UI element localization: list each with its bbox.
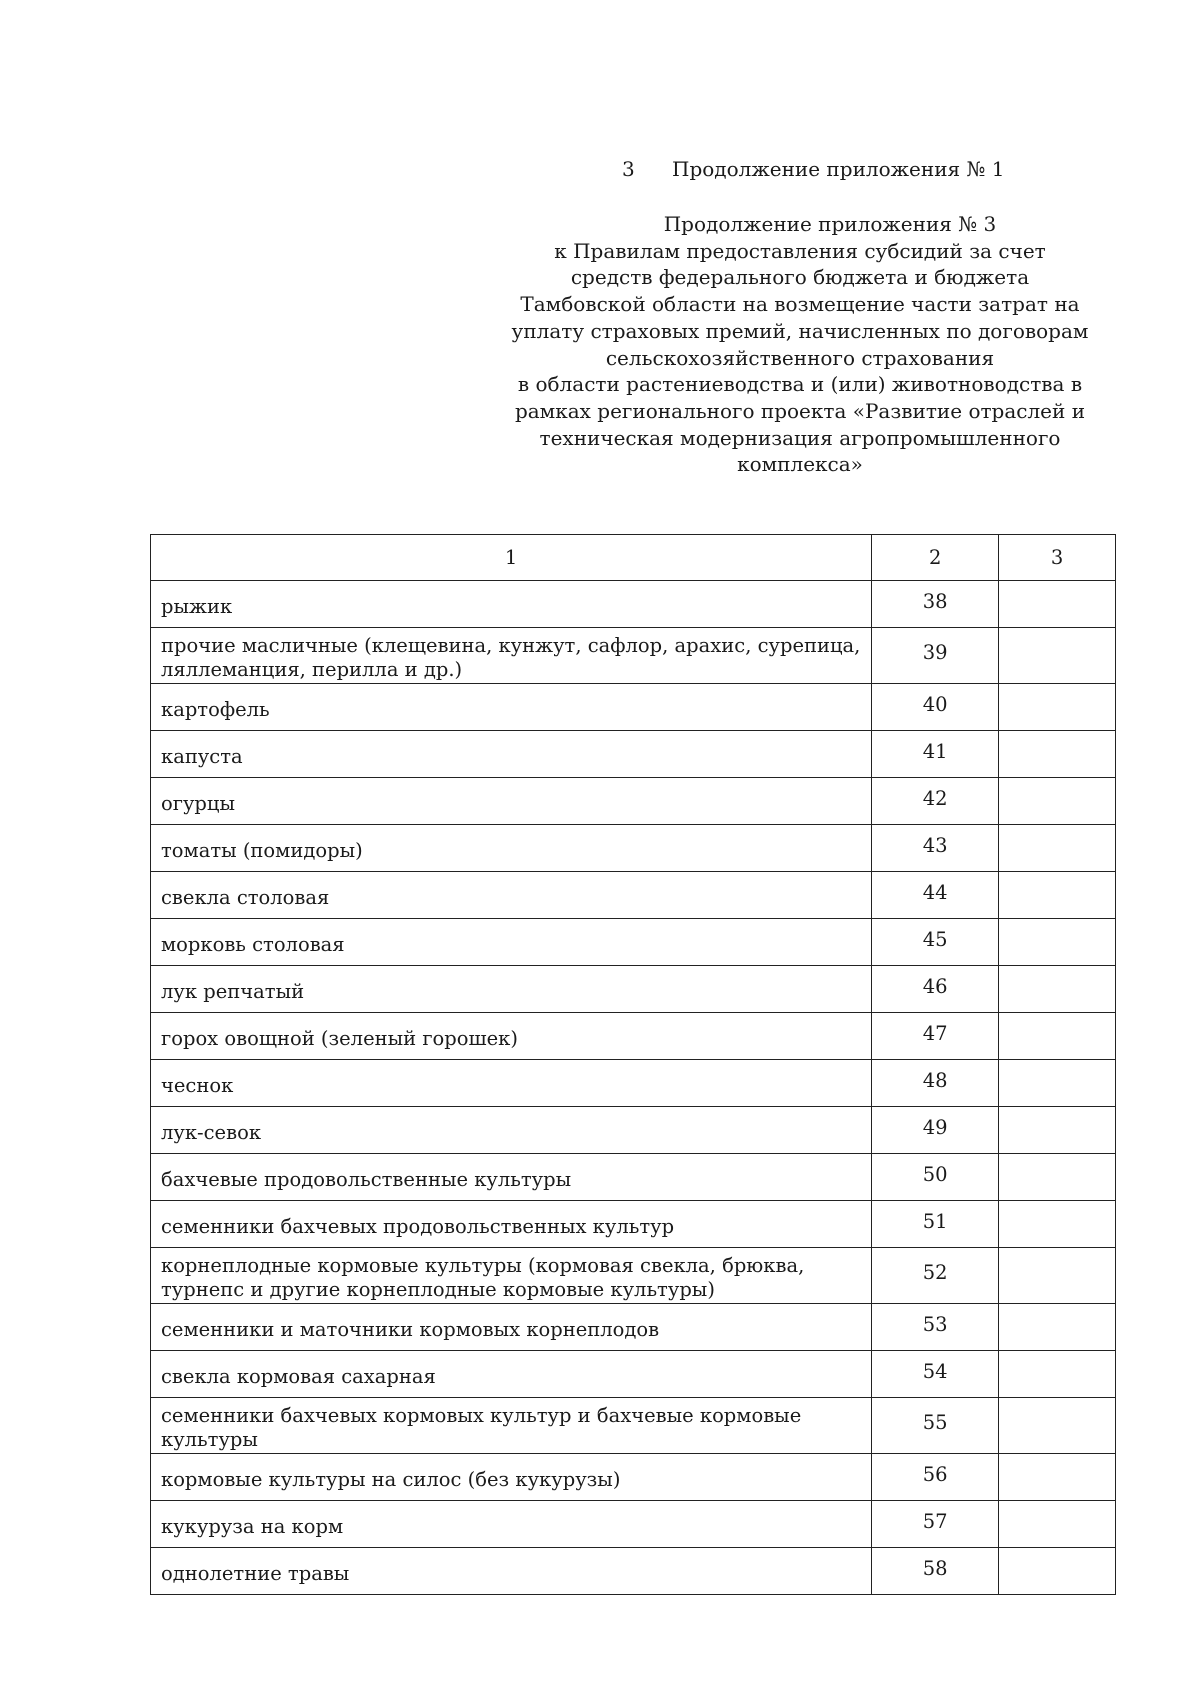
crop-name-cell: свекла кормовая сахарная	[151, 1351, 872, 1398]
value-cell	[999, 628, 1116, 684]
appendix-header-line: в области растениеводства и (или) животноводства в	[517, 372, 1083, 397]
crop-name-cell: чеснок	[151, 1060, 872, 1107]
table-row	[151, 1304, 1116, 1351]
crop-name-cell: капуста	[151, 731, 872, 778]
table-row	[151, 1201, 1116, 1248]
crop-code-cell: 50	[872, 1154, 999, 1201]
table-row	[151, 1398, 1116, 1454]
crop-name-cell: лук репчатый	[151, 966, 872, 1013]
crop-code-cell: 41	[872, 731, 999, 778]
crop-name-cell: кормовые культуры на силос (без кукурузы)	[151, 1454, 872, 1501]
value-cell	[999, 1454, 1116, 1501]
table-row	[151, 1351, 1116, 1398]
crop-name-cell: семенники и маточники кормовых корнеплодов	[151, 1304, 872, 1351]
crops-table	[150, 534, 1116, 1595]
crop-code-cell: 49	[872, 1107, 999, 1154]
appendix-header-line: сельскохозяйственного страхования	[605, 345, 995, 370]
table-row	[151, 919, 1116, 966]
crop-name-cell: бахчевые продовольственные культуры	[151, 1154, 872, 1201]
table-row	[151, 731, 1116, 778]
crop-name-cell: лук-севок	[151, 1107, 872, 1154]
crop-code-cell: 42	[872, 778, 999, 825]
value-cell	[999, 1107, 1116, 1154]
table-row	[151, 825, 1116, 872]
value-cell	[999, 778, 1116, 825]
appendix-header-line: к Правилам предоставления субсидий за счет	[554, 238, 1046, 263]
crop-code-cell: 43	[872, 825, 999, 872]
value-cell	[999, 1398, 1116, 1454]
value-cell	[999, 1013, 1116, 1060]
value-cell	[999, 1201, 1116, 1248]
crop-code-cell: 38	[872, 581, 999, 628]
crop-name-cell: морковь столовая	[151, 919, 872, 966]
crop-name-cell: кукуруза на корм	[151, 1501, 872, 1548]
appendix-header-line: Тамбовской области на возмещение части затрат на	[520, 292, 1080, 317]
crop-name-cell: картофель	[151, 684, 872, 731]
table-row	[151, 1501, 1116, 1548]
crop-code-cell: 55	[872, 1398, 999, 1454]
value-cell	[999, 684, 1116, 731]
value-cell	[999, 1154, 1116, 1201]
appendix-header-line: техническая модернизация агропромышленного	[539, 425, 1061, 450]
crop-code-cell: 45	[872, 919, 999, 966]
crop-name-cell: прочие масличные (клещевина, кунжут, сафлор, арахис, сурепица, ляллеманция, перилла и др.)	[151, 628, 872, 684]
crop-code-cell: 53	[872, 1304, 999, 1351]
table-row	[151, 778, 1116, 825]
crop-name-cell: свекла столовая	[151, 872, 872, 919]
crop-code-cell: 44	[872, 872, 999, 919]
value-cell	[999, 731, 1116, 778]
crop-code-cell: 52	[872, 1248, 999, 1304]
table-row	[151, 1107, 1116, 1154]
table-row	[151, 872, 1116, 919]
crop-name-cell: семенники бахчевых продовольственных культур	[151, 1201, 872, 1248]
appendix-header-line: Продолжение приложения № 3	[663, 212, 997, 236]
table-row	[151, 1013, 1116, 1060]
value-cell	[999, 919, 1116, 966]
crop-name-cell: огурцы	[151, 778, 872, 825]
appendix-header-line: средств федерального бюджета и бюджета	[570, 265, 1030, 290]
table-row	[151, 628, 1116, 684]
crop-name-cell: томаты (помидоры)	[151, 825, 872, 872]
value-cell	[999, 581, 1116, 628]
table-row	[151, 1548, 1116, 1595]
crop-name-cell: рыжик	[151, 581, 872, 628]
table-row	[151, 1454, 1116, 1501]
crop-name-cell: горох овощной (зеленый горошек)	[151, 1013, 872, 1060]
table-header-row	[151, 535, 1116, 581]
column-header-2: 2	[872, 535, 999, 581]
crop-code-cell: 56	[872, 1454, 999, 1501]
value-cell	[999, 1351, 1116, 1398]
appendix-header-line: рамках регионального проекта «Развитие отраслей и	[514, 398, 1086, 423]
value-cell	[999, 1060, 1116, 1107]
crop-code-cell: 46	[872, 966, 999, 1013]
crop-code-cell: 48	[872, 1060, 999, 1107]
table-row	[151, 1060, 1116, 1107]
crop-code-cell: 39	[872, 628, 999, 684]
crop-code-cell: 51	[872, 1201, 999, 1248]
appendix-3-header	[500, 211, 1100, 478]
table-row	[151, 1154, 1116, 1201]
value-cell	[999, 1248, 1116, 1304]
table-row	[151, 581, 1116, 628]
crop-name-cell: семенники бахчевых кормовых культур и бахчевые кормовые культуры	[151, 1398, 872, 1454]
table-row	[151, 684, 1116, 731]
crop-code-cell: 40	[872, 684, 999, 731]
appendix-header-line: уплату страховых премий, начисленных по договорам	[511, 318, 1089, 343]
value-cell	[999, 1548, 1116, 1595]
page-number: 3	[622, 157, 635, 181]
table-row	[151, 1248, 1116, 1304]
value-cell	[999, 1501, 1116, 1548]
crop-code-cell: 57	[872, 1501, 999, 1548]
crop-name-cell: однолетние травы	[151, 1548, 872, 1595]
crop-code-cell: 54	[872, 1351, 999, 1398]
column-header-1: 1	[151, 535, 872, 581]
crop-code-cell: 58	[872, 1548, 999, 1595]
crop-code-cell: 47	[872, 1013, 999, 1060]
value-cell	[999, 1304, 1116, 1351]
value-cell	[999, 825, 1116, 872]
table-row	[151, 966, 1116, 1013]
continuation-appendix-1-title: Продолжение приложения № 1	[672, 157, 1005, 181]
appendix-header-line: комплекса»	[737, 452, 863, 477]
value-cell	[999, 872, 1116, 919]
crop-name-cell: корнеплодные кормовые культуры (кормовая свекла, брюква, турнепс и другие корнеплодные кормовые культуры)	[151, 1248, 872, 1304]
column-header-3: 3	[999, 535, 1116, 581]
value-cell	[999, 966, 1116, 1013]
